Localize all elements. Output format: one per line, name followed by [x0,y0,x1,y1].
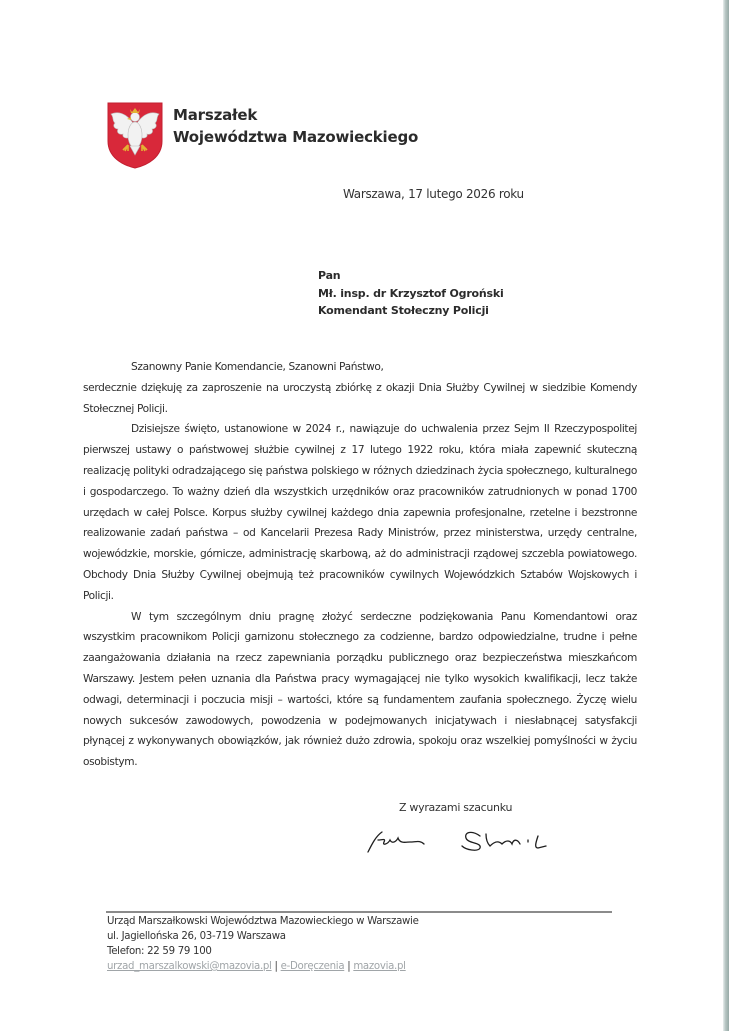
recipient-salutation: Pan [318,269,341,282]
footer-edoreczenia-link[interactable]: e-Doręczenia [280,961,345,972]
paragraph-3: W tym szczególnym dniu pragnę złożyć serdeczne podziękowania Panu Komendantowi oraz wszystkim pracownikom Policji garnizonu stołecznego za codzienne, bardzo odpowiedzialne, trudne i pełne zaangażowania działania na rzecz zapewniania porządku publicznego oraz bezpieczeństwa mieszkańcom Warszawy. Jestem pełen uznania dla Państwa pracy wymagającej nie tylko wysokich kwalifikacji, lecz także odwagi, determinacji i poczucia misji – wartości, które są fundamentem zaufania społecznego. Życzę wielu nowych sukcesów zawodowych, powodzenia w podejmowanych inicjatywach i niesłabnącej satysfakcji płynącej z wykonywanych obowiązków, jak również dużo zdrowia, spokoju oraz wszelkiej pomyślności w życiu osobistym. [83,610,637,769]
footer-divider [106,911,612,913]
sender-title [173,104,418,148]
footer-email-link[interactable]: urzad_marszalkowski@mazovia.pl [107,961,272,972]
letter-salutation: Szanowny Panie Komendancie, Szanowni Państwo, [131,361,384,373]
paragraph-1: serdecznie dziękuję za zaproszenie na uroczystą zbiórkę z okazji Dnia Służby Cywilnej w siedzibie Komendy Stołecznej Policji. [83,381,637,415]
sender-title-line2: Województwa Mazowieckiego [173,128,419,146]
sender-title-line1: Marszałek [173,106,258,124]
recipient-block [318,267,504,320]
footer-separator: | [347,961,351,972]
footer-office-name: Urząd Marszałkowski Województwa Mazowieckiego w Warszawie [107,916,419,927]
paragraph-2: Dzisiejsze święto, ustanowione w 2024 r., nawiązuje do uchwalenia przez Sejm II Rzeczypospolitej pierwszej ustawy o państwowej służbie cywilnej z 17 lutego 1922 roku, która miała zapewnić skuteczną realizację polityki odradzającego się państwa polskiego w różnych dziedzinach życia społecznego, kulturalnego i gospodarczego. To ważny dzień dla wszystkich urzędników oraz pracowników zatrudnionych w ponad 1700 urzędach w całej Polsce. Korpus służby cywilnej każdego dnia zapewnia profesjonalne, rzetelne i bezstronne realizowanie zadań państwa – od Kancelarii Prezesa Rady Ministrów, przez ministerstwa, urzędy centralne, wojewódzkie, morskie, górnicze, administrację skarbową, aż do administracji rządowej szczebla powiatowego. Obchody Dnia Służby Cywilnej obejmują też pracowników cywilnych Wojewódzkich Sztabów Wojskowych i Policji. [83,423,637,602]
footer-phone: Telefon: 22 59 79 100 [107,946,212,957]
letter-date: Warszawa, 17 lutego 2026 roku [343,187,524,201]
footer-separator: | [274,961,278,972]
footer-website-link[interactable]: mazovia.pl [353,961,406,972]
handwritten-signature-icon [362,822,562,858]
footer [107,914,419,974]
letter-body [83,357,637,773]
page-edge-scrollbar [723,0,729,1031]
recipient-name: Mł. insp. dr Krzysztof Ogroński [318,286,504,300]
footer-address: ul. Jagiellońska 26, 03-719 Warszawa [107,931,286,942]
recipient-position: Komendant Stołeczny Policji [318,304,489,317]
closing-phrase: Z wyrazami szacunku [399,801,513,814]
footer-links [107,959,419,974]
mazovia-coat-of-arms-eagle-icon [106,101,164,169]
